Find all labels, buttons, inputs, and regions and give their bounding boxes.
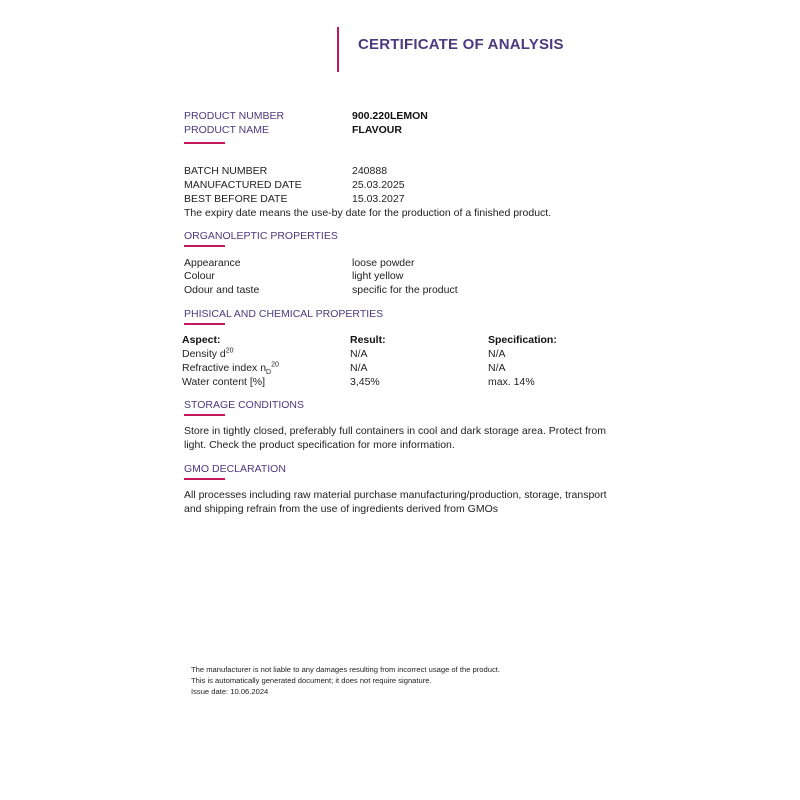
best-before-value: 15.03.2027: [352, 193, 405, 205]
issue-date: Issue date: 10.06.2024: [191, 687, 269, 696]
section-underline: [184, 245, 225, 247]
storage-text: Store in tightly closed, preferably full containers in cool and dark storage area. Protect from light. Check the product specification for more information.: [184, 425, 606, 451]
signature-note: This is automatically generated document; it does not require signature.: [191, 676, 432, 685]
colour-value: light yellow: [352, 270, 404, 282]
organoleptic-title: ORGANOLEPTIC PROPERTIES: [184, 230, 338, 242]
refractive-index-result: N/A: [350, 362, 368, 374]
water-content-spec: max. 14%: [488, 376, 535, 388]
water-content-result: 3,45%: [350, 376, 380, 388]
result-header: Result:: [350, 334, 386, 346]
product-name-label: PRODUCT NAME: [184, 124, 269, 136]
water-content-label: Water content [%]: [182, 376, 266, 388]
best-before-label: BEST BEFORE DATE: [184, 193, 288, 205]
appearance-label: Appearance: [184, 257, 241, 269]
physical-title: PHISICAL AND CHEMICAL PROPERTIES: [184, 308, 384, 320]
refractive-index-spec: N/A: [488, 362, 506, 374]
header-divider: [337, 27, 339, 72]
gmo-title: GMO DECLARATION: [184, 463, 286, 475]
section-underline: [184, 323, 225, 325]
density-result: N/A: [350, 348, 368, 360]
section-underline: [184, 142, 225, 144]
section-underline: [184, 414, 225, 416]
product-name-value: FLAVOUR: [352, 124, 402, 136]
document-title: CERTIFICATE OF ANALYSIS: [358, 36, 564, 53]
colour-label: Colour: [184, 270, 215, 282]
storage-title: STORAGE CONDITIONS: [184, 399, 304, 411]
batch-number-label: BATCH NUMBER: [184, 165, 268, 177]
density-spec: N/A: [488, 348, 506, 360]
gmo-text: All processes including raw material purchase manufacturing/production, storage, transport and shipping refrain from the use of ingredients derived from GMOs: [184, 489, 607, 515]
refractive-index-label: Refractive index $n_D^{20}$: [182, 361, 279, 377]
appearance-value: loose powder: [352, 257, 415, 269]
aspect-header: Aspect:: [182, 334, 221, 346]
density-label: Density $d^{20}$: [182, 347, 234, 360]
product-number-label: PRODUCT NUMBER: [184, 110, 285, 122]
product-number-value: 900.220LEMON: [352, 110, 428, 122]
manufactured-date-label: MANUFACTURED DATE: [184, 179, 302, 191]
expiry-note: The expiry date means the use-by date for the production of a finished product.: [184, 207, 552, 219]
odour-label: Odour and taste: [184, 284, 260, 296]
odour-value: specific for the product: [352, 284, 458, 296]
batch-number-value: 240888: [352, 165, 388, 177]
section-underline: [184, 478, 225, 480]
liability-disclaimer: The manufacturer is not liable to any damages resulting from incorrect usage of the product.: [191, 665, 500, 674]
specification-header: Specification:: [488, 334, 557, 346]
manufactured-date-value: 25.03.2025: [352, 179, 405, 191]
